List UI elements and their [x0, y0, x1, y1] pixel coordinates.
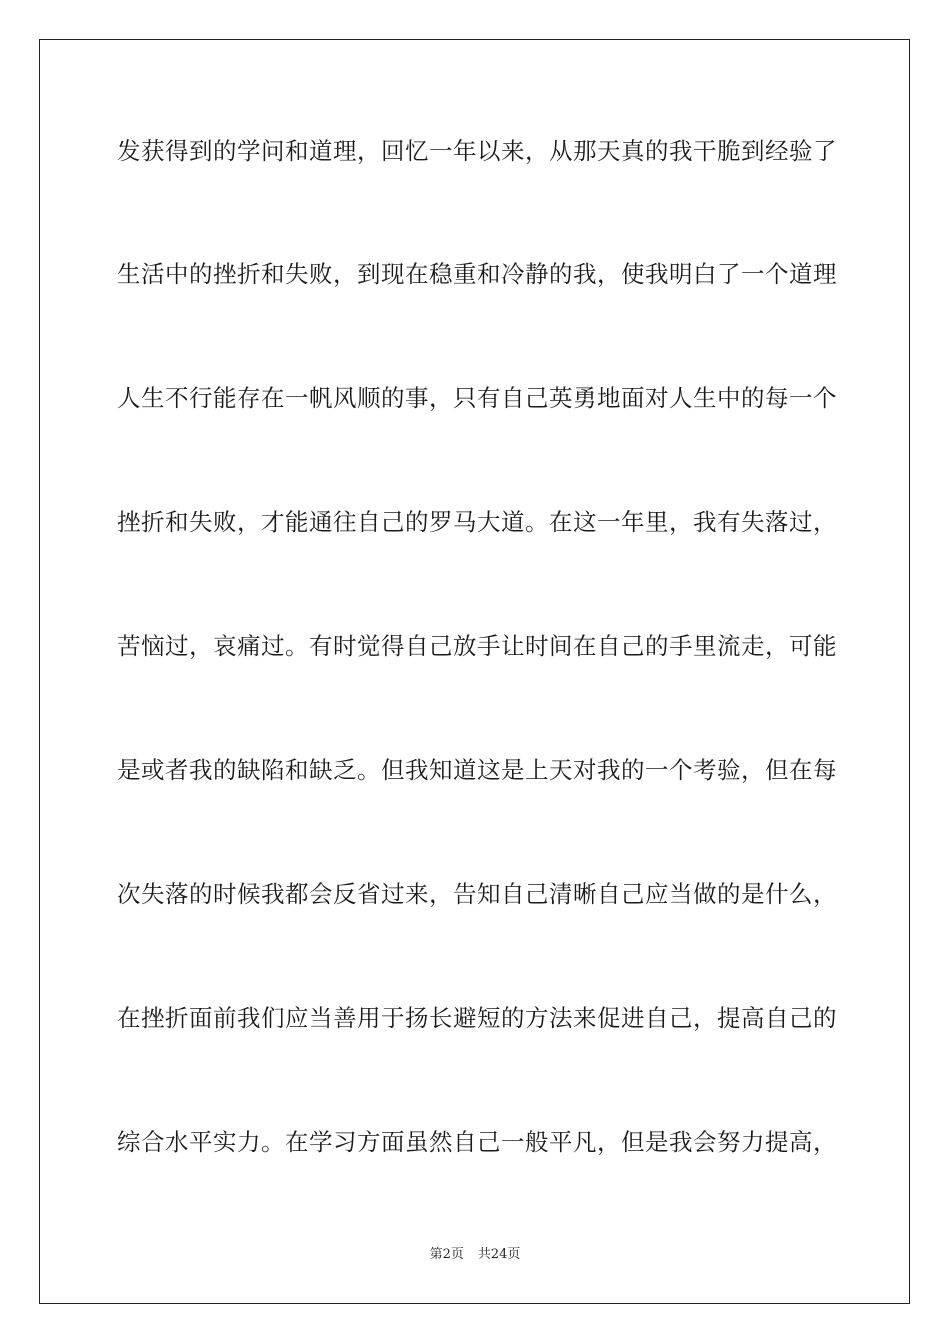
- body-line: 综合水平实力。在学习方面虽然自己一般平凡，但是我会努力提高，: [117, 1128, 837, 1156]
- body-line: 在挫折面前我们应当善用于扬长避短的方法来促进自己，提高自己的: [117, 1004, 837, 1032]
- body-line: 是或者我的缺陷和缺乏。但我知道这是上天对我的一个考验，但在每: [117, 756, 837, 784]
- document-body: [117, 0, 837, 1220]
- body-line: 生活中的挫折和失败，到现在稳重和冷静的我，使我明白了一个道理: [117, 260, 837, 288]
- body-line: 次失落的时候我都会反省过来，告知自己清晰自己应当做的是什么，: [117, 880, 837, 908]
- page-footer: [0, 1246, 950, 1264]
- page-number: 第2页: [429, 1247, 464, 1262]
- body-line: 发获得到的学问和道理，回忆一年以来，从那天真的我干脆到经验了: [117, 137, 837, 165]
- body-line: 苦恼过，哀痛过。有时觉得自己放手让时间在自己的手里流走，可能: [117, 632, 837, 660]
- page-total: 共24页: [477, 1247, 521, 1262]
- body-line: 挫折和失败，才能通往自己的罗马大道。在这一年里，我有失落过，: [117, 508, 837, 536]
- body-line: 人生不行能存在一帆风顺的事，只有自己英勇地面对人生中的每一个: [117, 384, 837, 412]
